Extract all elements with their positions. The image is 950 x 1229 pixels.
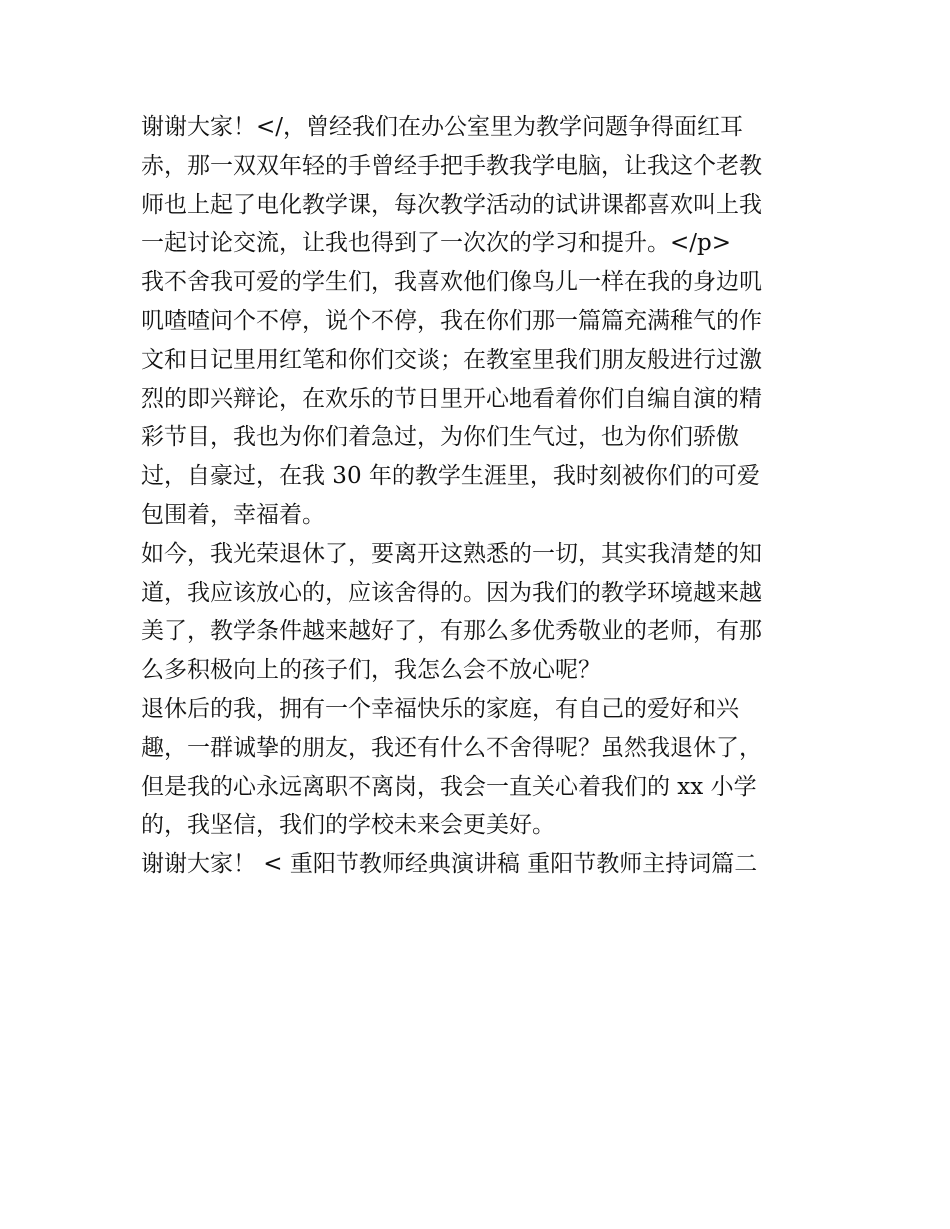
text-line: 谢谢大家！</，曾经我们在办公室里为教学问题争得面红耳 (141, 114, 744, 140)
text-line: 赤，那一双双年轻的手曾经手把手教我学电脑，让我这个老教 (141, 152, 762, 179)
text-line: 彩节目，我也为你们着急过，为你们生气过，也为你们骄傲 (141, 424, 739, 451)
text-line: 趣，一群诚挚的朋友，我还有什么不舍得呢？虽然我退休了， (141, 734, 762, 761)
text-line: 道，我应该放心的，应该舍得的。因为我们的教学环境越来越 (141, 579, 762, 606)
document-body (141, 108, 821, 884)
text-line: 美了，教学条件越来越好了，有那么多优秀敬业的老师，有那 (141, 618, 762, 645)
text-line: 文和日记里用红笔和你们交谈；在教室里我们朋友般进行过激 (141, 346, 762, 373)
text-line: 如今，我光荣退休了，要离开这熟悉的一切，其实我清楚的知 (141, 540, 762, 567)
text-line: 一起讨论交流，让我也得到了一次次的学习和提升。</p> (141, 230, 732, 257)
text-line: 谢谢大家！ < 重阳节教师经典演讲稿 重阳节教师主持词篇二 (141, 851, 758, 878)
text-line: 师也上起了电化教学课，每次教学活动的试讲课都喜欢叫上我 (141, 191, 762, 218)
text-line: 我不舍我可爱的学生们，我喜欢他们像鸟儿一样在我的身边叽 (141, 269, 762, 296)
text-line: 但是我的心永远离职不离岗，我会一直关心着我们的 xx 小学 (141, 773, 757, 800)
text-line: 叽喳喳问个不停，说个不停，我在你们那一篇篇充满稚气的作 (141, 307, 762, 334)
text-line: 么多积极向上的孩子们，我怎么会不放心呢？ (141, 657, 601, 684)
text-line: 过，自豪过，在我 30 年的教学生涯里，我时刻被你们的可爱 (141, 463, 760, 490)
text-line: 烈的即兴辩论，在欢乐的节日里开心地看着你们自编自演的精 (141, 385, 762, 412)
text-line: 的，我坚信，我们的学校未来会更美好。 (141, 812, 555, 839)
text-line: 包围着，幸福着。 (141, 501, 325, 528)
text-line: 退休后的我，拥有一个幸福快乐的家庭，有自己的爱好和兴 (141, 695, 739, 722)
